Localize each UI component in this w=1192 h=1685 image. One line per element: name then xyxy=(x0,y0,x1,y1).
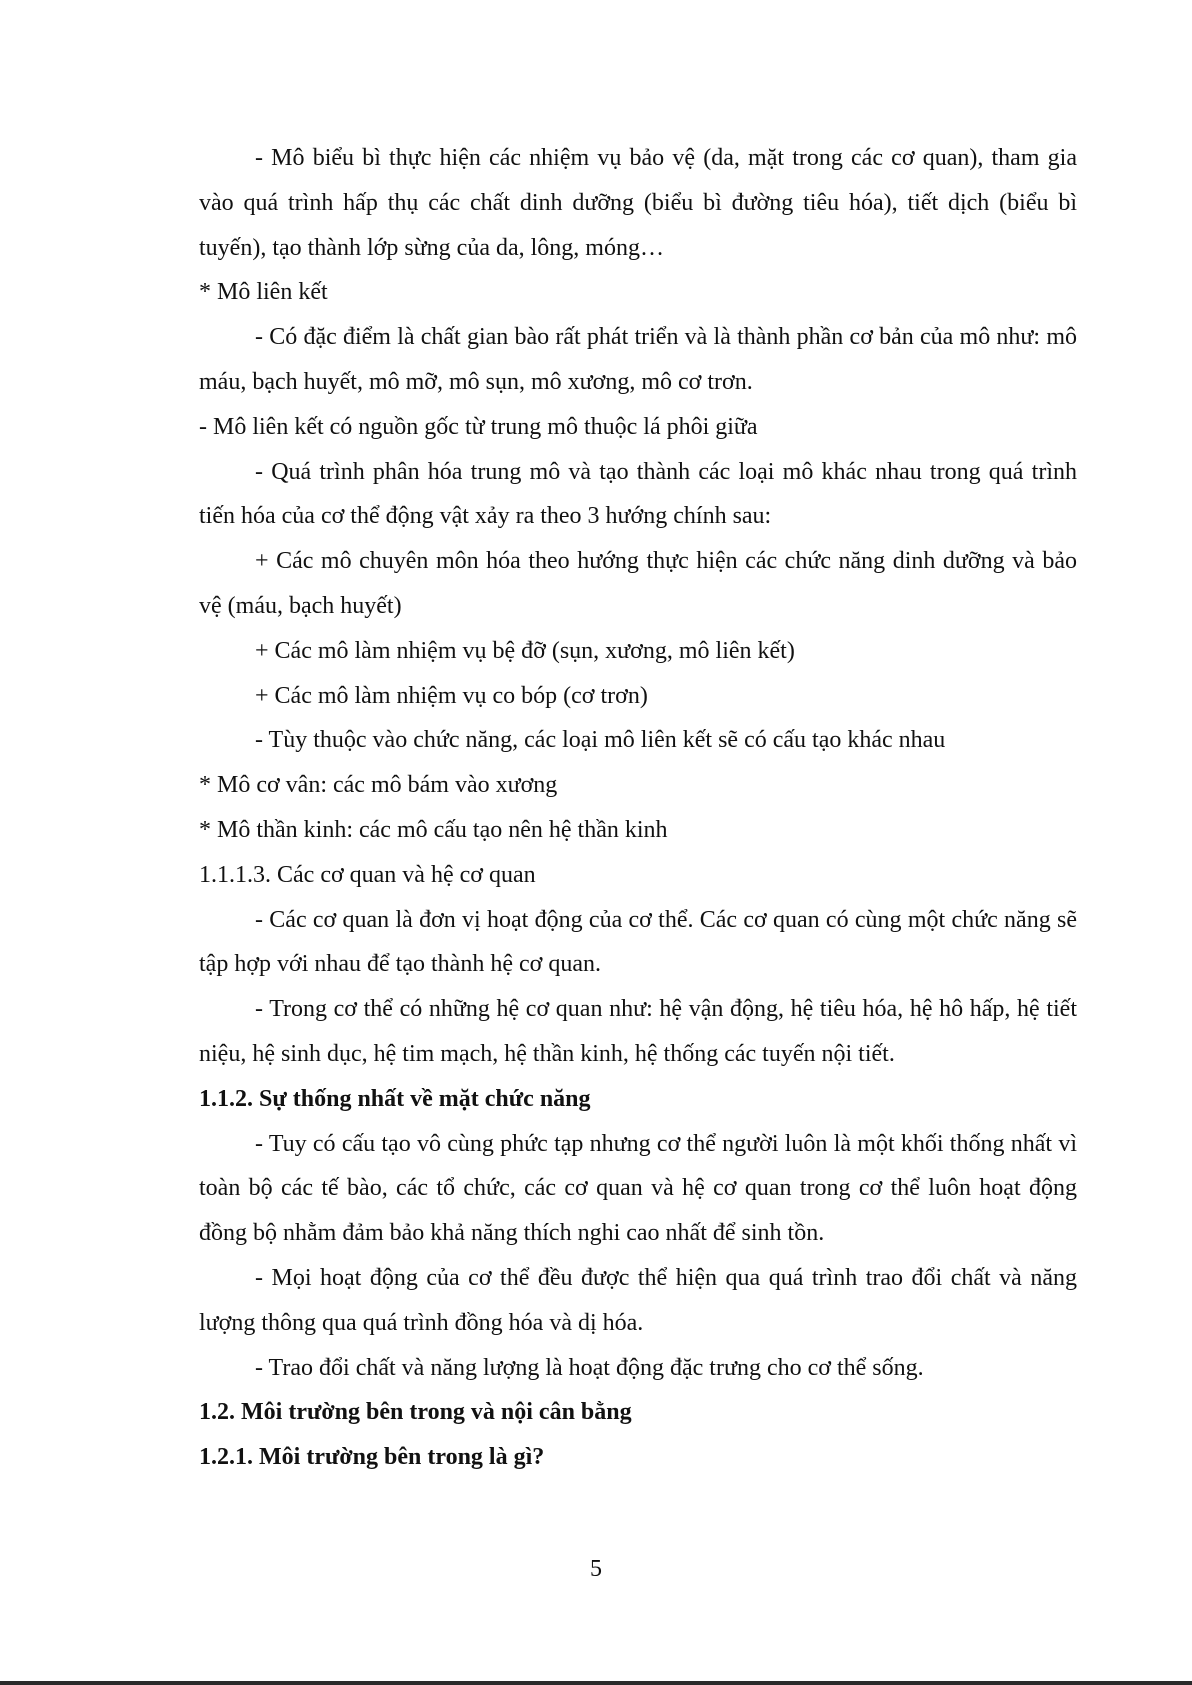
bottom-edge-divider xyxy=(0,1681,1192,1685)
list-item-nutrition-protection: + Các mô chuyên môn hóa theo hướng thực hiện các chức năng dinh dưỡng và bảo vệ (máu, bạch huyết) xyxy=(199,548,1077,619)
paragraph-connective-features: - Có đặc điểm là chất gian bào rất phát triển và là thành phần cơ bản của mô như: mô máu, bạch huyết, mô mỡ, mô sụn, mô xương, mô cơ trơn. xyxy=(199,324,1077,395)
paragraph-organ-systems-list: - Trong cơ thể có những hệ cơ quan như: hệ vận động, hệ tiêu hóa, hệ hô hấp, hệ tiết niệu, hệ sinh dục, hệ tim mạch, hệ thần kinh, hệ thống các tuyến nội tiết. xyxy=(199,996,1077,1067)
paragraph-metabolism-characteristic: - Trao đổi chất và năng lượng là hoạt động đặc trưng cho cơ thể sống. xyxy=(255,1354,924,1381)
paragraph-connective-origin: - Mô liên kết có nguồn gốc từ trung mô thuộc lá phôi giữa xyxy=(199,413,758,440)
section-heading-internal-environment: 1.2. Môi trường bên trong và nội cân bằng xyxy=(199,1399,632,1426)
heading-organs-and-systems: 1.1.1.3. Các cơ quan và hệ cơ quan xyxy=(199,861,536,888)
list-item-contraction: + Các mô làm nhiệm vụ co bóp (cơ trơn) xyxy=(255,682,648,709)
paragraph-structure-by-function: - Tùy thuộc vào chức năng, các loại mô liên kết sẽ có cấu tạo khác nhau xyxy=(255,727,946,754)
paragraph-organs-definition: - Các cơ quan là đơn vị hoạt động của cơ thể. Các cơ quan có cùng một chức năng sẽ tập hợp với nhau để tạo thành hệ cơ quan. xyxy=(199,906,1077,978)
paragraph-striated-muscle: * Mô cơ vân: các mô bám vào xương xyxy=(199,772,558,799)
paragraph-mesenchyme-differentiation: - Quá trình phân hóa trung mô và tạo thành các loại mô khác nhau trong quá trình tiến hóa của cơ thể động vật xảy ra theo 3 hướng chính sau: xyxy=(199,458,1077,530)
paragraph-body-unity: - Tuy có cấu tạo vô cùng phức tạp nhưng cơ thể người luôn là một khối thống nhất vì toàn bộ các tế bào, các tổ chức, các cơ quan và hệ cơ quan trong cơ thể luôn hoạt động đồng bộ nhằm đảm bảo khả năng thích nghi cao nhất để sinh tồn. xyxy=(199,1130,1077,1247)
page-number: 5 xyxy=(590,1556,602,1582)
paragraph-nervous-tissue: * Mô thần kinh: các mô cấu tạo nên hệ thần kinh xyxy=(199,816,668,843)
page-body xyxy=(199,136,1077,1480)
section-heading-functional-unity: 1.1.2. Sự thống nhất về mặt chức năng xyxy=(199,1085,591,1112)
list-item-support: + Các mô làm nhiệm vụ bệ đỡ (sụn, xương, mô liên kết) xyxy=(255,637,795,664)
paragraph-metabolism: - Mọi hoạt động của cơ thể đều được thể hiện qua quá trình trao đổi chất và năng lượng thông qua quá trình đồng hóa và dị hóa. xyxy=(199,1264,1077,1336)
paragraph-epithelial-functions: - Mô biểu bì thực hiện các nhiệm vụ bảo vệ (da, mặt trong các cơ quan), tham gia vào quá trình hấp thụ các chất dinh dưỡng (biểu bì đường tiêu hóa), tiết dịch (biểu bì tuyến), tạo thành lớp sừng của da, lông, móng… xyxy=(199,145,1077,261)
section-heading-what-is-internal-environment: 1.2.1. Môi trường bên trong là gì? xyxy=(199,1444,545,1471)
heading-connective-tissue: * Mô liên kết xyxy=(199,279,328,306)
